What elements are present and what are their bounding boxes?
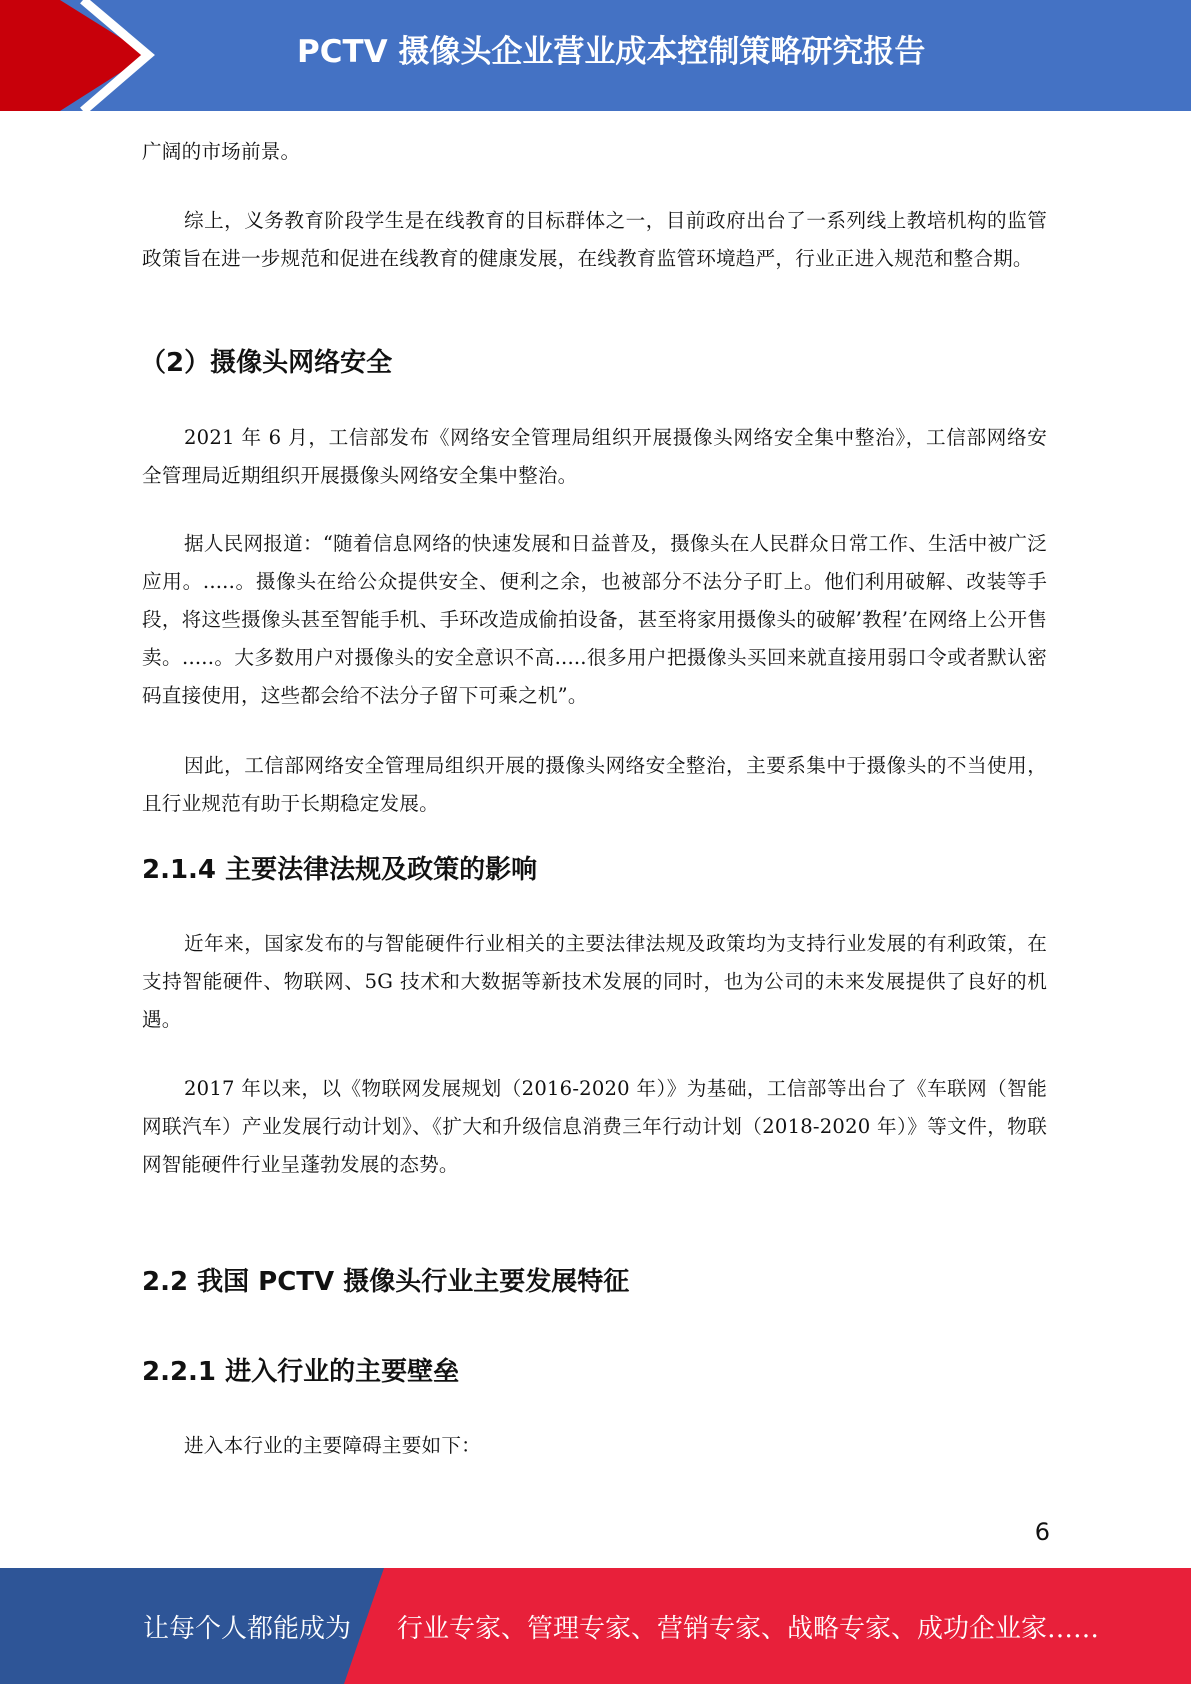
paragraph: 广阔的市场前景。: [142, 140, 301, 163]
paragraph: 近年来，国家发布的与智能硬件行业相关的主要法律法规及政策均为支持行业发展的有利政策，在支持智能硬件、物联网、5G 技术和大数据等新技术发展的同时，也为公司的未来发展提供了良好的机遇。: [142, 932, 1047, 1031]
paragraph: 因此，工信部网络安全管理局组织开展的摄像头网络安全整治，主要系集中于摄像头的不当使用，且行业规范有助于长期稳定发展。: [142, 754, 1047, 815]
section-heading: 2.2 我国 PCTV 摄像头行业主要发展特征: [142, 1267, 630, 1297]
paragraph: 进入本行业的主要障碍主要如下：: [184, 1434, 481, 1457]
page-footer: [0, 1568, 1191, 1684]
section-heading: （2）摄像头网络安全: [140, 348, 393, 378]
page-number: 6: [1034, 1518, 1050, 1546]
paragraph: 2017 年以来，以《物联网发展规划（2016-2020 年）》为基础，工信部等出台了《车联网（智能网联汽车）产业发展行动计划》、《扩大和升级信息消费三年行动计划（2018-2020 年）》等文件，物联网智能硬件行业呈蓬勃发展的态势。: [142, 1077, 1047, 1176]
report-title: PCTV 摄像头企业营业成本控制策略研究报告: [297, 34, 926, 70]
page-header: [0, 0, 1191, 111]
section-heading: 2.2.1 进入行业的主要壁垒: [142, 1357, 460, 1387]
footer-slogan-right: 行业专家、管理专家、营销专家、战略专家、成功企业家……: [397, 1614, 1100, 1644]
section-heading: 2.1.4 主要法律法规及政策的影响: [142, 855, 538, 885]
paragraph: 综上，义务教育阶段学生是在线教育的目标群体之一，目前政府出台了一系列线上教培机构的监管政策旨在进一步规范和促进在线教育的健康发展，在线教育监管环境趋严，行业正进入规范和整合期。: [142, 209, 1047, 270]
footer-slogan-left: 让每个人都能成为: [143, 1614, 352, 1644]
paragraph: 据人民网报道：“随着信息网络的快速发展和日益普及，摄像头在人民群众日常工作、生活中被广泛应用。.....。摄像头在给公众提供安全、便利之余，也被部分不法分子盯上。他们利用破解、改装等手段，将这些摄像头甚至智能手机、手环改造成偷拍设备，甚至将家用摄像头的破解’教程’在网络上公开售卖。.....。大多数用户对摄像头的安全意识不高.....很多用户把摄像头买回来就直接用弱口令或者默认密码直接使用，这些都会给不法分子留下可乘之机”。: [142, 532, 1047, 707]
paragraph: 2021 年 6 月，工信部发布《网络安全管理局组织开展摄像头网络安全集中整治》，工信部网络安全管理局近期组织开展摄像头网络安全集中整治。: [142, 426, 1047, 487]
